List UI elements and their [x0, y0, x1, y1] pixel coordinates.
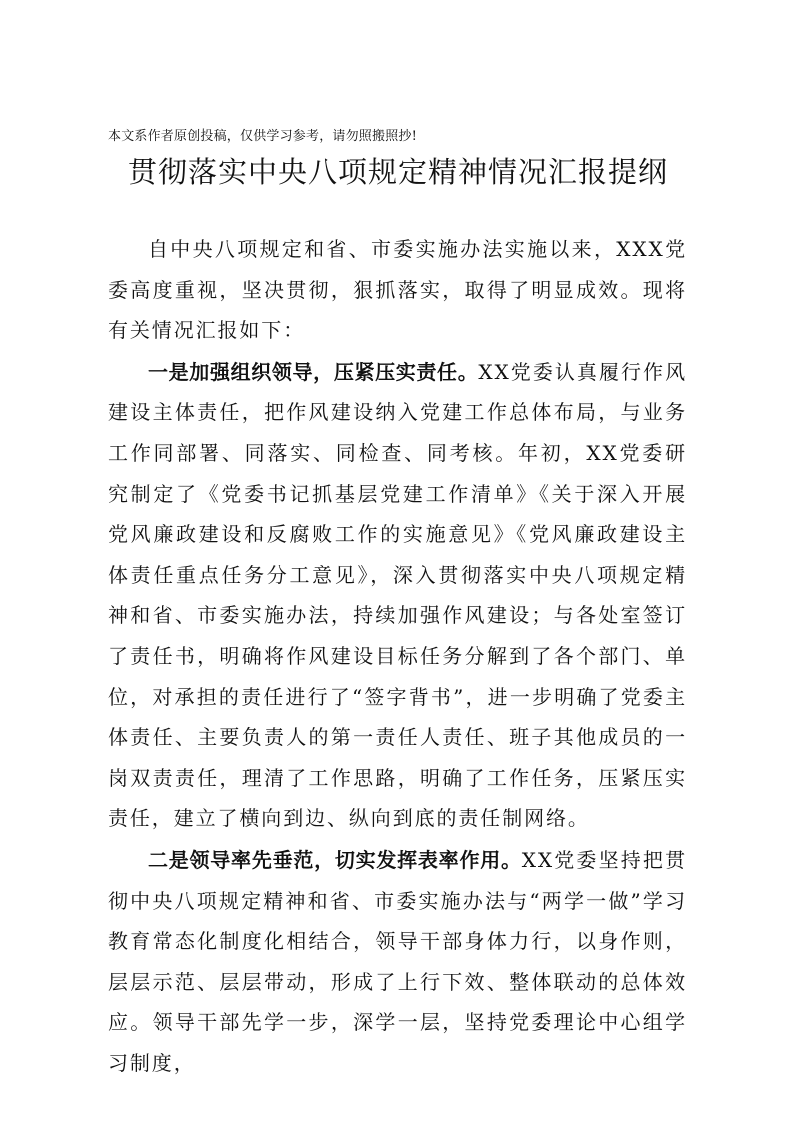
section-heading: 二是领导率先垂范，切实发挥表率作用。 [148, 847, 522, 872]
paragraph-text: 自中央八项规定和省、市委实施办法实施以来，XXX党委高度重视，坚决贯彻，狠抓落实，取得了明显成效。现将有关情况汇报如下： [108, 237, 687, 343]
document-body [108, 229, 687, 1083]
section-heading: 一是加强组织领导，压紧压实责任。 [148, 359, 479, 384]
intro-paragraph [108, 229, 687, 351]
section-paragraph-2 [108, 840, 687, 1084]
document-title: 贯彻落实中央八项规定精神情况汇报提纲 [127, 155, 668, 189]
paragraph-text: XX党委坚持把贯彻中央八项规定精神和省、市委实施办法与“两学一做”学习教育常态化制度化相结合，领导干部身体力行，以身作则，层层示范、层层带动，形成了上行下效、整体联动的总体效应。领导干部先学一步，深学一层，坚持党委理论中心组学习制度， [108, 847, 687, 1075]
section-paragraph-1 [108, 352, 687, 839]
copyright-note: 本文系作者原创投稿，仅供学习参考，请勿照搬照抄! [108, 129, 418, 144]
paragraph-text: XX党委认真履行作风建设主体责任，把作风建设纳入党建工作总体布局，与业务工作同部署、同落实、同检查、同考核。年初，XX党委研究制定了《党委书记抓基层党建工作清单》《关于深入开展党风廉政建设和反腐败工作的实施意见》《党风廉政建设主体责任重点任务分工意见》，深入贯彻落实中央八项规定精神和省、市委实施办法，持续加强作风建设；与各处室签订了责任书，明确将作风建设目标任务分解到了各个部门、单位，对承担的责任进行了“签字背书”，进一步明确了党委主体责任、主要负责人的第一责任人责任、班子其他成员的一岗双责责任，理清了工作思路，明确了工作任务，压紧压实责任，建立了横向到边、纵向到底的责任制网络。 [108, 359, 687, 831]
